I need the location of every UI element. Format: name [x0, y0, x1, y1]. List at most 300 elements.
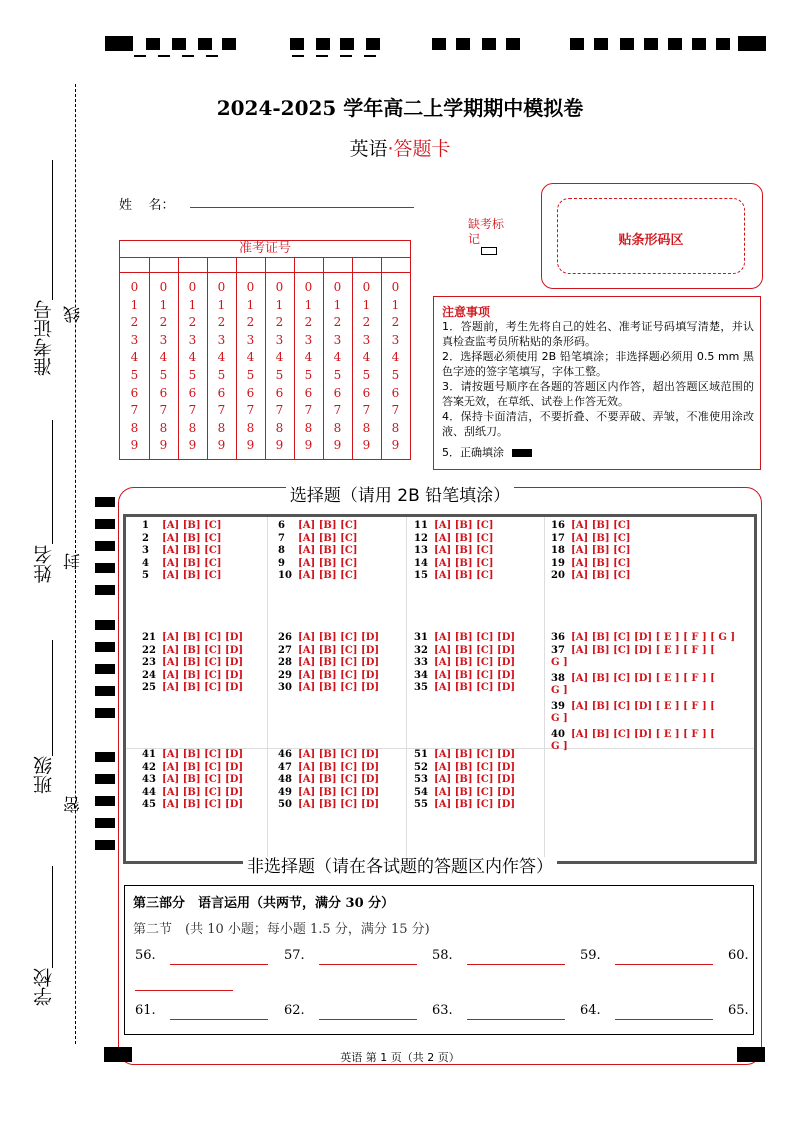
question-number: 42 [142, 761, 156, 773]
exam-id-digit[interactable]: 6 [362, 385, 371, 400]
question-row[interactable] [551, 520, 631, 532]
answer-options[interactable]: [A] [B] [C] [D] [434, 644, 516, 656]
subtitle-dot: · [387, 138, 394, 160]
exam-id-digit[interactable]: 4 [333, 350, 342, 365]
exam-id-digit[interactable]: 2 [246, 315, 255, 330]
question-number: 22 [142, 644, 156, 656]
answer-options[interactable]: [A] [B] [C] [298, 545, 358, 556]
question-row[interactable] [414, 787, 515, 799]
exam-id-write-box[interactable] [120, 258, 149, 273]
exam-id-digit[interactable]: 6 [275, 385, 284, 400]
exam-id-digit[interactable]: 4 [130, 350, 139, 365]
question-row[interactable] [142, 762, 243, 774]
exam-id-digit[interactable]: 4 [362, 350, 371, 365]
exam-id-digit[interactable]: 3 [159, 332, 168, 347]
corner-mark-left [104, 1047, 132, 1062]
note-3: 3．请按题号顺序在各题的答题区内作答，超出答题区域范围的答案无效，在草纸、试卷上作答无效。 [442, 380, 754, 408]
question-number: 41 [142, 749, 156, 760]
exam-id-digit[interactable]: 3 [217, 332, 226, 347]
exam-id-write-box[interactable] [207, 258, 236, 273]
exam-id-digit[interactable]: 3 [362, 332, 371, 347]
choice-section-title-text: 选择题（请用 2B 铅笔填涂） [286, 486, 514, 506]
part3-subtitle: 第二节 (共 10 小题；每小题 1.5 分，满分 15 分) [133, 922, 430, 937]
answer-options[interactable]: [A] [B] [C] [D] [434, 657, 516, 668]
question-row[interactable] [278, 749, 379, 761]
question-number: 9 [278, 557, 285, 569]
blank-number: 58. [432, 948, 453, 963]
exam-id-digit[interactable]: 5 [391, 368, 400, 382]
note-4: 4．保持卡面清洁，不要折叠、不要弄破、弄皱，不准使用涂改液、刮纸刀。 [442, 410, 754, 438]
question-row[interactable] [278, 520, 358, 532]
exam-id-digit[interactable]: 0 [304, 280, 313, 294]
question-row[interactable] [414, 670, 515, 682]
answer-options[interactable]: [A] [B] [C] [D] [434, 682, 516, 693]
exam-id-digit[interactable]: 6 [217, 385, 226, 400]
exam-id-digit[interactable]: 9 [275, 438, 284, 453]
answer-options[interactable]: [A] [B] [C] [D] [298, 644, 380, 656]
answer-options[interactable]: [A] [B] [C] [D] [434, 749, 516, 760]
answer-options[interactable]: [A] [B] [C] [D] [434, 786, 516, 798]
blank-number: 64. [580, 1003, 601, 1018]
answer-options[interactable]: [A] [B] [C] [D] [298, 799, 380, 810]
question-number: 48 [278, 774, 292, 785]
answer-options-wrap[interactable]: G ] [551, 741, 568, 752]
question-row[interactable] [551, 645, 751, 669]
blank-answer-line[interactable] [170, 964, 268, 965]
answer-options[interactable]: [A] [B] [C] [298, 570, 358, 581]
answer-options[interactable]: [A] [B] [C] [D] [162, 682, 244, 693]
question-number: 28 [278, 657, 292, 668]
answer-options[interactable]: [A] [B] [C] [434, 557, 494, 569]
answer-options[interactable]: [A] [B] [C] [D] [434, 761, 516, 773]
question-row[interactable] [551, 558, 631, 570]
question-row[interactable] [551, 729, 751, 753]
exam-id-digit[interactable]: 2 [333, 315, 342, 330]
answer-options[interactable]: [A] [B] [C] [D] [298, 774, 380, 785]
blank-number: 65. [728, 1003, 749, 1018]
exam-id-digit[interactable]: 4 [188, 350, 197, 365]
exam-id-digit[interactable]: 2 [304, 315, 313, 330]
exam-id-digit[interactable]: 0 [217, 280, 226, 294]
question-number: 33 [414, 657, 428, 668]
question-row[interactable] [278, 632, 379, 644]
exam-id-digit[interactable]: 4 [391, 350, 400, 365]
answer-options[interactable]: [A] [B] [C] [298, 532, 358, 544]
nonchoice-section-title-text: 非选择题（请在各试题的答题区内作答） [243, 857, 557, 877]
exam-id-digit[interactable]: 7 [275, 403, 284, 418]
exam-id-digit[interactable]: 6 [130, 385, 139, 400]
answer-options-wrap[interactable]: G ] [551, 713, 568, 724]
exam-id-digit[interactable]: 3 [130, 332, 139, 347]
side-class-line [52, 640, 53, 756]
answer-options[interactable]: [A] [B] [C] [D] [162, 657, 244, 668]
answer-options[interactable]: [A] [B] [C] [434, 545, 494, 556]
exam-id-digit[interactable]: 1 [188, 297, 197, 312]
exam-id-write-box[interactable] [381, 258, 410, 273]
exam-id-digit[interactable]: 3 [304, 332, 313, 347]
choice-answer-area [123, 514, 757, 864]
answer-options[interactable]: [A] [B] [C] [D] [298, 786, 380, 798]
exam-id-digit[interactable]: 5 [130, 368, 139, 382]
exam-id-digit[interactable]: 4 [246, 350, 255, 365]
exam-id-digit[interactable]: 2 [130, 315, 139, 330]
exam-id-digit[interactable]: 1 [159, 297, 168, 312]
exam-id-digit[interactable]: 5 [159, 368, 168, 382]
exam-id-column [120, 258, 150, 459]
exam-id-digit[interactable]: 5 [362, 368, 371, 382]
answer-options[interactable]: [A] [B] [C] [D] [434, 632, 516, 643]
exam-id-write-box[interactable] [323, 258, 352, 273]
question-row[interactable] [551, 632, 735, 644]
exam-id-digit[interactable]: 7 [362, 403, 371, 418]
exam-id-digit[interactable]: 2 [159, 315, 168, 330]
exam-id-digit[interactable]: 1 [217, 297, 226, 312]
side-exam-id-label: 准考证号 [33, 300, 55, 376]
exam-id-digit[interactable]: 4 [159, 350, 168, 365]
exam-id-digit[interactable]: 7 [333, 403, 342, 418]
blank-number: 59. [580, 948, 601, 963]
question-row[interactable] [278, 570, 358, 582]
barcode-label: 贴条形码区 [618, 233, 684, 248]
blank-number: 62. [284, 1003, 305, 1018]
question-number: 15 [414, 570, 428, 581]
exam-id-digit[interactable]: 9 [333, 438, 342, 453]
question-row[interactable] [551, 533, 631, 545]
question-row[interactable] [414, 657, 515, 669]
answer-options[interactable]: [A] [B] [C] [571, 532, 631, 544]
question-number: 12 [414, 532, 428, 544]
exam-id-digit[interactable]: 7 [304, 403, 313, 418]
choice-section-title [0, 481, 800, 506]
exam-id-digit[interactable]: 8 [391, 420, 400, 435]
answer-options[interactable]: [A] [B] [C] [D] [162, 761, 244, 773]
question-number: 29 [278, 669, 292, 681]
question-number: 8 [278, 545, 285, 556]
answer-options[interactable]: [A] [B] [C] [434, 532, 494, 544]
answer-options[interactable]: [A] [B] [C] [D] [298, 749, 380, 760]
question-row[interactable] [142, 799, 243, 811]
exam-id-column [323, 258, 353, 459]
exam-id-digit[interactable]: 6 [304, 385, 313, 400]
exam-id-digit[interactable]: 5 [246, 368, 255, 382]
question-number: 24 [142, 669, 156, 681]
card-label: 答题卡 [393, 138, 451, 160]
exam-id-write-box[interactable] [149, 258, 178, 273]
answer-options[interactable]: [A] [B] [C] [571, 570, 631, 581]
answer-options[interactable]: [A] [B] [C] [434, 570, 494, 581]
exam-id-digit[interactable]: 8 [304, 420, 313, 435]
answer-options[interactable]: [A] [B] [C] [D] [434, 799, 516, 810]
question-row[interactable] [551, 701, 751, 725]
exam-id-digit[interactable]: 8 [275, 420, 284, 435]
exam-id-digit[interactable]: 7 [188, 403, 197, 418]
exam-id-digit[interactable]: 1 [391, 297, 400, 312]
question-row[interactable] [142, 774, 243, 786]
question-row[interactable] [142, 520, 222, 532]
answer-options[interactable]: [A] [B] [C] [D] [434, 669, 516, 681]
answer-options[interactable]: [A] [B] [C] [D] [162, 749, 244, 760]
blank-answer-line[interactable] [319, 964, 417, 965]
blank-answer-line[interactable] [170, 1019, 268, 1020]
question-number: 53 [414, 774, 428, 785]
question-row[interactable] [278, 682, 379, 694]
exam-id-digit[interactable]: 8 [246, 420, 255, 435]
question-row[interactable] [278, 657, 379, 669]
subject-label: 英语 [349, 138, 388, 160]
exam-id-digit[interactable]: 0 [188, 280, 197, 294]
exam-id-column [265, 258, 295, 459]
blank-answer-line[interactable] [319, 1019, 417, 1020]
exam-id-digit[interactable]: 2 [188, 315, 197, 330]
exam-id-digit[interactable]: 3 [188, 332, 197, 347]
exam-id-digit[interactable]: 8 [362, 420, 371, 435]
answer-options[interactable]: [A] [B] [C] [D] [298, 761, 380, 773]
exam-id-digit[interactable]: 2 [217, 315, 226, 330]
question-row[interactable] [278, 787, 379, 799]
answer-options[interactable]: [A] [B] [C] [D] [298, 632, 380, 643]
exam-id-digit[interactable]: 0 [246, 280, 255, 294]
exam-id-digit[interactable]: 9 [130, 438, 139, 453]
question-row[interactable] [142, 632, 243, 644]
answer-options[interactable]: [A] [B] [C] [571, 557, 631, 569]
side-secret-label: 密 [64, 796, 84, 813]
blank-answer-line[interactable] [467, 964, 565, 965]
answer-options[interactable]: [A] [B] [C] [571, 545, 631, 556]
answer-options[interactable]: [A] [B] [C] [D] [ E ] [ F ] [ [571, 729, 715, 740]
answer-options[interactable]: [A] [B] [C] [D] [162, 799, 244, 810]
answer-options[interactable]: [A] [B] [C] [D] [298, 682, 380, 693]
blank-answer-line[interactable] [135, 990, 233, 991]
exam-id-digit[interactable]: 1 [130, 297, 139, 312]
question-row[interactable] [414, 570, 494, 582]
answer-options[interactable]: [A] [B] [C] [D] [162, 669, 244, 681]
exam-id-digit[interactable]: 1 [333, 297, 342, 312]
exam-id-digit[interactable]: 9 [304, 438, 313, 453]
exam-id-digit[interactable]: 5 [304, 368, 313, 382]
question-row[interactable] [414, 799, 515, 811]
answer-options[interactable]: [A] [B] [C] [D] [162, 632, 244, 643]
exam-id-digit[interactable]: 0 [130, 280, 139, 294]
answer-options[interactable]: [A] [B] [C] [D] [ E ] [ F ] [ G ] [571, 632, 736, 643]
question-row[interactable] [414, 645, 515, 657]
exam-id-digit[interactable]: 6 [159, 385, 168, 400]
note-5 [442, 445, 754, 460]
answer-options[interactable]: [A] [B] [C] [162, 532, 222, 544]
part3-box [124, 885, 754, 1035]
blank-answer-line[interactable] [615, 1019, 713, 1020]
name-input-line[interactable] [190, 207, 414, 208]
exam-id-digit[interactable]: 9 [362, 438, 371, 453]
answer-options[interactable]: [A] [B] [C] [D] [162, 774, 244, 785]
exam-id-write-box[interactable] [265, 258, 294, 273]
question-row[interactable] [278, 558, 358, 570]
blank-answer-line[interactable] [467, 1019, 565, 1020]
question-row[interactable] [142, 533, 222, 545]
notes-title: 注意事项 [442, 305, 491, 319]
answer-options[interactable]: [A] [B] [C] [D] [ E ] [ F ] [ [571, 701, 715, 712]
question-row[interactable] [278, 774, 379, 786]
exam-id-column [381, 258, 410, 459]
answer-options[interactable]: [A] [B] [C] [D] [162, 786, 244, 798]
question-row[interactable] [278, 799, 379, 811]
exam-id-digit[interactable]: 7 [159, 403, 168, 418]
footer-page-number: 英语 第 1 页（共 2 页） [340, 1051, 460, 1064]
question-row[interactable] [414, 545, 494, 557]
exam-id-digit[interactable]: 3 [275, 332, 284, 347]
exam-id-digit[interactable]: 5 [333, 368, 342, 382]
question-row[interactable] [142, 545, 222, 557]
question-row[interactable] [278, 545, 358, 557]
answer-options[interactable]: [A] [B] [C] [162, 545, 222, 556]
exam-id-digit[interactable]: 1 [304, 297, 313, 312]
side-school-label: 学校 [33, 968, 55, 1006]
answer-options[interactable]: [A] [B] [C] [D] [298, 669, 380, 681]
exam-id-column [294, 258, 324, 459]
question-number: 50 [278, 799, 292, 810]
exam-id-digit[interactable]: 3 [246, 332, 255, 347]
question-number: 3 [142, 545, 149, 556]
question-row[interactable] [142, 670, 243, 682]
exam-id-digit[interactable]: 8 [159, 420, 168, 435]
question-row[interactable] [551, 570, 631, 582]
answer-options[interactable]: [A] [B] [C] [298, 520, 358, 531]
question-row[interactable] [278, 762, 379, 774]
exam-id-digit[interactable]: 7 [246, 403, 255, 418]
blank-number: 63. [432, 1003, 453, 1018]
exam-id-digit[interactable]: 3 [333, 332, 342, 347]
question-number: 11 [414, 520, 428, 531]
exam-id-digit[interactable]: 9 [217, 438, 226, 453]
absent-checkbox[interactable] [481, 247, 497, 255]
question-row[interactable] [142, 570, 222, 582]
answer-options[interactable]: [A] [B] [C] [571, 520, 631, 531]
exam-id-digit[interactable]: 6 [246, 385, 255, 400]
exam-id-digit[interactable]: 9 [391, 438, 400, 453]
exam-id-digit[interactable]: 1 [275, 297, 284, 312]
question-number: 54 [414, 786, 428, 798]
answer-options[interactable]: [A] [B] [C] [162, 557, 222, 569]
exam-id-digit[interactable]: 0 [333, 280, 342, 294]
answer-options-wrap[interactable]: G ] [551, 685, 568, 696]
question-row[interactable] [414, 533, 494, 545]
question-row[interactable] [278, 533, 358, 545]
barcode-area [541, 183, 763, 289]
exam-id-digit[interactable]: 8 [217, 420, 226, 435]
answer-options[interactable]: [A] [B] [C] [162, 570, 222, 581]
answer-options[interactable]: [A] [B] [C] [434, 520, 494, 531]
question-number: 52 [414, 761, 428, 773]
absent-label: 缺考标记 [468, 217, 505, 246]
exam-id-digit[interactable]: 9 [159, 438, 168, 453]
exam-id-digit[interactable]: 4 [217, 350, 226, 365]
side-exam-id-line [52, 160, 53, 300]
exam-id-digit[interactable]: 5 [188, 368, 197, 382]
exam-id-digit[interactable]: 2 [362, 315, 371, 330]
exam-id-digit[interactable]: 5 [217, 368, 226, 382]
exam-id-digit[interactable]: 8 [188, 420, 197, 435]
question-number: 13 [414, 545, 428, 556]
question-row[interactable] [414, 632, 515, 644]
exam-id-digit[interactable]: 6 [333, 385, 342, 400]
question-row[interactable] [278, 645, 379, 657]
exam-id-digit[interactable]: 2 [391, 315, 400, 330]
exam-id-digit[interactable]: 1 [246, 297, 255, 312]
answer-options[interactable]: [A] [B] [C] [D] [ E ] [ F ] [ [571, 673, 715, 684]
exam-id-digit[interactable]: 0 [159, 280, 168, 294]
exam-id-digit[interactable]: 7 [217, 403, 226, 418]
exam-id-digit[interactable]: 5 [275, 368, 284, 382]
question-row[interactable] [414, 774, 515, 786]
exam-id-digit[interactable]: 7 [391, 403, 400, 418]
exam-id-digit[interactable]: 3 [391, 332, 400, 347]
question-row[interactable] [142, 787, 243, 799]
exam-id-digit[interactable]: 9 [246, 438, 255, 453]
exam-id-digit[interactable]: 0 [362, 280, 371, 294]
question-number: 51 [414, 749, 428, 760]
exam-id-column [236, 258, 266, 459]
answer-options[interactable]: [A] [B] [C] [D] [ E ] [ F ] [ [571, 645, 715, 656]
exam-id-digit[interactable]: 0 [391, 280, 400, 294]
question-row[interactable] [142, 558, 222, 570]
answer-options[interactable]: [A] [B] [C] [298, 557, 358, 569]
question-row[interactable] [414, 762, 515, 774]
question-row[interactable] [414, 520, 494, 532]
question-row[interactable] [551, 673, 751, 697]
exam-id-digit[interactable]: 8 [130, 420, 139, 435]
exam-id-write-box[interactable] [178, 258, 207, 273]
corner-mark-right [737, 1047, 765, 1062]
question-row[interactable] [551, 545, 631, 557]
question-row[interactable] [142, 645, 243, 657]
side-class-label: 班级 [33, 756, 55, 794]
exam-id-digit[interactable]: 6 [391, 385, 400, 400]
exam-id-digit[interactable]: 7 [130, 403, 139, 418]
question-row[interactable] [142, 682, 243, 694]
exam-id-column [352, 258, 382, 459]
note-5-text: 5．正确填涂 [442, 446, 504, 459]
question-row[interactable] [278, 670, 379, 682]
answer-options[interactable]: [A] [B] [C] [D] [298, 657, 380, 668]
exam-id-write-box[interactable] [294, 258, 323, 273]
question-row[interactable] [414, 558, 494, 570]
question-row[interactable] [414, 682, 515, 694]
exam-id-digit[interactable]: 4 [275, 350, 284, 365]
question-number: 2 [142, 532, 149, 544]
exam-id-digit[interactable]: 4 [304, 350, 313, 365]
question-number: 30 [278, 682, 292, 693]
question-number: 1 [142, 520, 149, 531]
answer-options[interactable]: [A] [B] [C] [D] [162, 644, 244, 656]
blank-answer-line[interactable] [615, 964, 713, 965]
question-row[interactable] [142, 749, 243, 761]
exam-id-write-box[interactable] [352, 258, 381, 273]
question-number: 7 [278, 532, 285, 544]
answer-options[interactable]: [A] [B] [C] [162, 520, 222, 531]
exam-id-digit[interactable]: 0 [275, 280, 284, 294]
exam-id-digit[interactable]: 2 [275, 315, 284, 330]
question-row[interactable] [414, 749, 515, 761]
exam-id-digit[interactable]: 6 [188, 385, 197, 400]
exam-id-digit[interactable]: 1 [362, 297, 371, 312]
question-number: 19 [551, 557, 565, 569]
side-line-label: 线 [64, 306, 84, 323]
exam-id-digit[interactable]: 8 [333, 420, 342, 435]
question-row[interactable] [142, 657, 243, 669]
exam-id-digit[interactable]: 9 [188, 438, 197, 453]
answer-options-wrap[interactable]: G ] [551, 657, 568, 668]
exam-id-write-box[interactable] [236, 258, 265, 273]
answer-options[interactable]: [A] [B] [C] [D] [434, 774, 516, 785]
